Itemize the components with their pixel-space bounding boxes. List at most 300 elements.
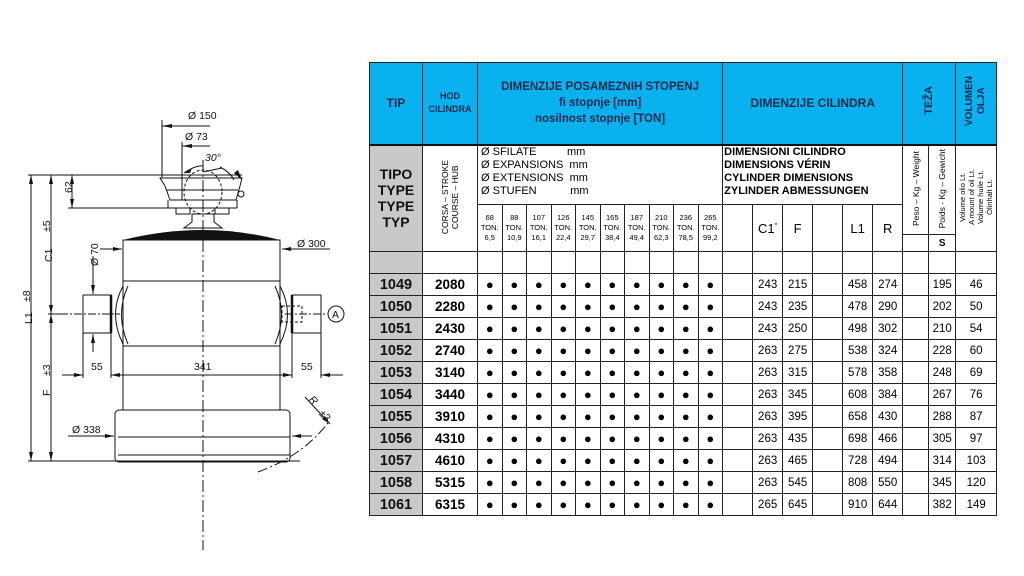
stage-dot: ● — [576, 384, 601, 406]
stage-dot: ● — [698, 340, 723, 362]
stage-dot: ● — [551, 428, 576, 450]
stage-dot: ● — [649, 296, 674, 318]
cell-stroke: 4610 — [423, 450, 478, 472]
header-stroke-line1: HOD — [440, 91, 460, 102]
table-row — [370, 428, 997, 450]
stage-dot: ● — [502, 340, 527, 362]
stage-dot: ● — [625, 472, 650, 494]
dim-col-blank-2 — [813, 205, 843, 252]
stage-dot: ● — [674, 340, 699, 362]
cell-stroke: 5315 — [423, 472, 478, 494]
dim-r: R — [306, 393, 321, 408]
cell-weight: 210 — [929, 318, 956, 340]
stage-dot: ● — [649, 362, 674, 384]
stage-dot: ● — [674, 274, 699, 296]
cell-blank — [723, 362, 753, 384]
stage-dot: ● — [527, 428, 552, 450]
stage-dot: ● — [698, 406, 723, 428]
stage-dot: ● — [674, 406, 699, 428]
table-row — [370, 406, 997, 428]
cell-blank — [723, 406, 753, 428]
stage-dot: ● — [576, 450, 601, 472]
stage-dot: ● — [649, 274, 674, 296]
cell-f: 645 — [783, 494, 813, 516]
stage-dot: ● — [502, 450, 527, 472]
stage-dot: ● — [698, 274, 723, 296]
stage-dot: ● — [698, 428, 723, 450]
stage-dot: ● — [527, 274, 552, 296]
stage-dot: ● — [576, 274, 601, 296]
cell-c1: 265 — [753, 494, 783, 516]
dim-w55-right: 55 — [301, 361, 313, 373]
cell-stroke: 6315 — [423, 494, 478, 516]
stage-dot: ● — [649, 318, 674, 340]
dim-d338: Ø 338 — [72, 424, 101, 436]
cell-r: 494 — [873, 450, 903, 472]
cell-weight: 288 — [929, 406, 956, 428]
stage-dot: ● — [625, 450, 650, 472]
cell-blank — [903, 406, 929, 428]
cell-l1: 728 — [843, 450, 873, 472]
stage-dot: ● — [576, 406, 601, 428]
cell-r: 290 — [873, 296, 903, 318]
stage-dot: ● — [551, 406, 576, 428]
cell-weight: 345 — [929, 472, 956, 494]
cell-c1: 263 — [753, 406, 783, 428]
stage-dot: ● — [649, 472, 674, 494]
stage-dot: ● — [649, 340, 674, 362]
cell-blank — [903, 362, 929, 384]
cell-weight: 305 — [929, 428, 956, 450]
cell-blank — [723, 472, 753, 494]
stage-dot: ● — [478, 450, 503, 472]
weight-sub-s: S — [929, 235, 956, 252]
dim-col-c1: C1* — [753, 205, 783, 252]
cell-volume: 54 — [956, 318, 997, 340]
cell-blank — [813, 428, 843, 450]
dim-d150: Ø 150 — [188, 110, 217, 122]
dim-c1-tol: ±5 — [41, 220, 53, 232]
cell-volume: 50 — [956, 296, 997, 318]
cell-stroke: 3140 — [423, 362, 478, 384]
stage-dot: ● — [600, 494, 625, 516]
stage-dot: ● — [527, 384, 552, 406]
stage-col-6: 165 TON. 38,4 — [600, 205, 625, 252]
cell-blank — [903, 472, 929, 494]
cell-tip: 1052 — [370, 340, 423, 362]
stage-dot: ● — [600, 428, 625, 450]
cell-volume: 87 — [956, 406, 997, 428]
cell-l1: 578 — [843, 362, 873, 384]
subheader-stroke: CORSA – STROKE COURSE – HUB — [423, 145, 478, 252]
stage-dot: ● — [502, 362, 527, 384]
subheader-tipo: TIPO TYPE TYPE TYP — [370, 145, 423, 252]
subheader-cylinder-desc: DIMENSIONI CILINDRO DIMENSIONS VÉRIN CYLINDER DIMENSIONS ZYLINDER ABMESSUNGEN — [723, 145, 903, 205]
stage-dot: ● — [502, 318, 527, 340]
cell-blank — [723, 274, 753, 296]
cell-stroke: 2430 — [423, 318, 478, 340]
cell-blank — [723, 450, 753, 472]
cell-volume: 76 — [956, 384, 997, 406]
spacer-row — [370, 252, 997, 274]
cell-blank — [903, 296, 929, 318]
stage-dot: ● — [478, 406, 503, 428]
stage-dot: ● — [625, 340, 650, 362]
stage-dot: ● — [551, 450, 576, 472]
cell-blank — [813, 384, 843, 406]
stage-dot: ● — [551, 362, 576, 384]
cell-f: 235 — [783, 296, 813, 318]
stage-dot: ● — [576, 296, 601, 318]
cell-r: 644 — [873, 494, 903, 516]
cell-tip: 1057 — [370, 450, 423, 472]
stage-dot: ● — [600, 318, 625, 340]
cell-r: 358 — [873, 362, 903, 384]
cell-stroke: 2080 — [423, 274, 478, 296]
header-volume-label: VOLUMEN OLJA — [964, 76, 988, 127]
stage-dot: ● — [551, 274, 576, 296]
cell-c1: 263 — [753, 340, 783, 362]
stage-col-8: 210 TON. 62,3 — [649, 205, 674, 252]
table-row — [370, 494, 997, 516]
stage-dot: ● — [551, 340, 576, 362]
cell-stroke: 3910 — [423, 406, 478, 428]
stage-col-5: 145 TON. 29,7 — [576, 205, 601, 252]
cell-l1: 910 — [843, 494, 873, 516]
detail-a-label: A — [332, 309, 340, 321]
cell-volume: 60 — [956, 340, 997, 362]
subheader-weight-col2: Poids - Kg – Gewicht — [929, 145, 956, 235]
cylinder-technical-drawing — [0, 0, 365, 576]
stage-dot: ● — [478, 472, 503, 494]
cell-r: 430 — [873, 406, 903, 428]
stage-dot: ● — [649, 384, 674, 406]
cell-r: 274 — [873, 274, 903, 296]
stage-dot: ● — [649, 450, 674, 472]
cell-f: 215 — [783, 274, 813, 296]
subheader-weight-col1: Peso – Kg – Weight — [903, 145, 929, 235]
header-weight — [903, 63, 956, 145]
stage-dot: ● — [478, 494, 503, 516]
stage-dot: ● — [527, 406, 552, 428]
stage-dot: ● — [576, 318, 601, 340]
stage-dot: ● — [551, 318, 576, 340]
header-row — [370, 63, 997, 145]
dim-r-tol: ±3 — [316, 407, 333, 425]
stage-dot: ● — [625, 406, 650, 428]
cell-blank — [813, 406, 843, 428]
dim-d300: Ø 300 — [297, 238, 326, 250]
cell-l1: 658 — [843, 406, 873, 428]
stage-dot: ● — [551, 494, 576, 516]
dim-f: F — [41, 389, 53, 396]
stage-dot: ● — [625, 296, 650, 318]
stage-dot: ● — [551, 296, 576, 318]
stage-dot: ● — [600, 384, 625, 406]
cell-l1: 698 — [843, 428, 873, 450]
cell-f: 435 — [783, 428, 813, 450]
cell-tip: 1054 — [370, 384, 423, 406]
header-volume — [956, 63, 997, 145]
cell-tip: 1055 — [370, 406, 423, 428]
cell-c1: 263 — [753, 472, 783, 494]
stage-dot: ● — [600, 362, 625, 384]
subheader-stage-desc: Ø SFILATE mm Ø EXPANSIONS mm Ø EXTENSIONS mm Ø STUFEN mm — [478, 145, 723, 205]
stage-dot: ● — [576, 340, 601, 362]
cell-l1: 498 — [843, 318, 873, 340]
table-row — [370, 362, 997, 384]
cell-blank — [723, 494, 753, 516]
stage-dot: ● — [698, 450, 723, 472]
cell-tip: 1050 — [370, 296, 423, 318]
cell-blank — [723, 340, 753, 362]
cell-blank — [813, 296, 843, 318]
dim-c1: C1 — [43, 248, 55, 262]
stage-dot: ● — [527, 450, 552, 472]
cell-weight: 195 — [929, 274, 956, 296]
cell-weight: 248 — [929, 362, 956, 384]
cell-r: 550 — [873, 472, 903, 494]
stage-dot: ● — [551, 472, 576, 494]
cell-tip: 1056 — [370, 428, 423, 450]
cell-blank — [813, 340, 843, 362]
dim-d73: Ø 73 — [185, 131, 208, 143]
cell-blank — [813, 450, 843, 472]
stage-dot: ● — [502, 494, 527, 516]
stage-dot: ● — [649, 406, 674, 428]
header-stroke-line2: CILINDRA — [428, 104, 472, 115]
stage-dot: ● — [478, 384, 503, 406]
table-row — [370, 472, 997, 494]
cell-blank — [903, 428, 929, 450]
dim-l1: L1 — [23, 312, 35, 324]
cell-r: 302 — [873, 318, 903, 340]
stage-dot: ● — [478, 340, 503, 362]
dim-col-r: R — [873, 205, 903, 252]
subheader-row-desc — [370, 145, 997, 205]
stage-dot: ● — [698, 318, 723, 340]
cell-stroke: 2740 — [423, 340, 478, 362]
dim-f-tol: ±3 — [41, 364, 53, 376]
stage-dot: ● — [625, 362, 650, 384]
header-tip: TIP — [370, 63, 423, 145]
stage-dot: ● — [600, 274, 625, 296]
cell-weight: 314 — [929, 450, 956, 472]
stage-dot: ● — [625, 428, 650, 450]
cell-blank — [903, 384, 929, 406]
stage-dot: ● — [698, 384, 723, 406]
stage-dot: ● — [674, 494, 699, 516]
cell-blank — [903, 274, 929, 296]
cylinder-drawing-svg — [0, 0, 365, 576]
cell-l1: 458 — [843, 274, 873, 296]
stage-dot: ● — [478, 296, 503, 318]
dim-col-blank-1 — [723, 205, 753, 252]
cell-tip: 1051 — [370, 318, 423, 340]
stage-dot: ● — [502, 274, 527, 296]
cell-f: 545 — [783, 472, 813, 494]
table-row — [370, 296, 997, 318]
cell-weight: 228 — [929, 340, 956, 362]
stage-dot: ● — [674, 450, 699, 472]
header-weight-label: TEŽA — [923, 86, 936, 116]
dim-w55-left: 55 — [91, 361, 103, 373]
cell-blank — [903, 450, 929, 472]
stage-dot: ● — [527, 494, 552, 516]
cell-blank — [723, 384, 753, 406]
cell-r: 466 — [873, 428, 903, 450]
cell-stroke: 4310 — [423, 428, 478, 450]
cell-c1: 263 — [753, 384, 783, 406]
cell-weight: 382 — [929, 494, 956, 516]
cell-f: 465 — [783, 450, 813, 472]
cell-c1: 243 — [753, 318, 783, 340]
cell-blank — [813, 472, 843, 494]
cell-c1: 243 — [753, 274, 783, 296]
cell-blank — [813, 362, 843, 384]
dim-l1-tol: ±8 — [21, 290, 33, 302]
stage-col-10: 265 TON. 99,2 — [698, 205, 723, 252]
cell-l1: 538 — [843, 340, 873, 362]
table-row — [370, 384, 997, 406]
stage-dot: ● — [600, 450, 625, 472]
table-body — [370, 274, 997, 516]
cell-l1: 808 — [843, 472, 873, 494]
stage-dot: ● — [600, 340, 625, 362]
cell-stroke: 2280 — [423, 296, 478, 318]
cell-volume: 69 — [956, 362, 997, 384]
cell-l1: 478 — [843, 296, 873, 318]
stage-col-9: 236 TON. 78,5 — [674, 205, 699, 252]
cell-c1: 263 — [753, 450, 783, 472]
stage-dot: ● — [600, 296, 625, 318]
cell-volume: 103 — [956, 450, 997, 472]
cell-blank — [813, 494, 843, 516]
header-stages-line1: DIMENZIJE POSAMEZNIH STOPENJ — [501, 81, 700, 94]
stage-dot: ● — [674, 296, 699, 318]
dim-col-f: F — [783, 205, 813, 252]
cell-tip: 1053 — [370, 362, 423, 384]
stage-dot: ● — [478, 274, 503, 296]
table-row — [370, 340, 997, 362]
dim-col-l1: L1 — [843, 205, 873, 252]
header-stroke — [423, 63, 478, 145]
stage-dot: ● — [527, 296, 552, 318]
weight-sub-blank — [903, 235, 929, 252]
stage-dot: ● — [674, 362, 699, 384]
stage-col-1: 68 TON. 6,5 — [478, 205, 503, 252]
stage-dot: ● — [551, 384, 576, 406]
stage-dot: ● — [576, 362, 601, 384]
cell-f: 345 — [783, 384, 813, 406]
stage-dot: ● — [478, 318, 503, 340]
stage-dot: ● — [502, 472, 527, 494]
cell-tip: 1061 — [370, 494, 423, 516]
cell-tip: 1058 — [370, 472, 423, 494]
cell-volume: 97 — [956, 428, 997, 450]
cell-blank — [813, 318, 843, 340]
cylinder-spec-table — [369, 62, 997, 516]
header-cylinder-dims: DIMENZIJE CILINDRA — [723, 63, 903, 145]
subheader-volume-desc: Volume olio Lt. A mount of oil Lt. Volume huile Lt. Ölinhalt Lt. — [956, 145, 997, 252]
cell-blank — [813, 274, 843, 296]
stage-dot: ● — [674, 318, 699, 340]
stage-dot: ● — [625, 494, 650, 516]
header-stages — [478, 63, 723, 145]
stage-dot: ● — [600, 406, 625, 428]
cell-blank — [723, 428, 753, 450]
stage-dot: ● — [478, 428, 503, 450]
stage-dot: ● — [576, 494, 601, 516]
cell-stroke: 3440 — [423, 384, 478, 406]
stage-dot: ● — [527, 318, 552, 340]
cell-tip: 1049 — [370, 274, 423, 296]
stage-dot: ● — [502, 428, 527, 450]
stage-col-3: 107 TON. 16,1 — [527, 205, 552, 252]
stage-col-7: 187 TON. 49,4 — [625, 205, 650, 252]
cell-weight: 267 — [929, 384, 956, 406]
stage-dot: ● — [502, 384, 527, 406]
cell-c1: 263 — [753, 428, 783, 450]
stage-col-2: 88 TON. 10,9 — [502, 205, 527, 252]
cell-c1: 263 — [753, 362, 783, 384]
table-row — [370, 318, 997, 340]
stage-dot: ● — [674, 384, 699, 406]
stage-dot: ● — [527, 472, 552, 494]
table-row — [370, 450, 997, 472]
stage-dot: ● — [576, 428, 601, 450]
header-stages-line3: nosilnost stopnje [TON] — [535, 113, 666, 126]
stage-dot: ● — [527, 362, 552, 384]
cell-r: 384 — [873, 384, 903, 406]
stage-dot: ● — [527, 340, 552, 362]
stage-col-4: 126 TON. 22,4 — [551, 205, 576, 252]
dim-w341: 341 — [194, 361, 212, 373]
dim-h62: 62 — [63, 181, 75, 193]
stage-dot: ● — [502, 406, 527, 428]
cell-blank — [903, 494, 929, 516]
cell-weight: 202 — [929, 296, 956, 318]
stage-dot: ● — [698, 362, 723, 384]
dim-angle: 30° — [205, 152, 221, 164]
stage-dot: ● — [649, 494, 674, 516]
cell-blank — [723, 318, 753, 340]
cell-f: 315 — [783, 362, 813, 384]
cell-blank — [903, 318, 929, 340]
stage-dot: ● — [698, 296, 723, 318]
cell-c1: 243 — [753, 296, 783, 318]
header-stages-line2: fi stopnje [mm] — [558, 97, 642, 110]
stage-dot: ● — [625, 318, 650, 340]
stage-dot: ● — [625, 274, 650, 296]
stage-dot: ● — [674, 428, 699, 450]
cell-blank — [903, 340, 929, 362]
stage-dot: ● — [625, 384, 650, 406]
cell-f: 250 — [783, 318, 813, 340]
dim-d70: Ø 70 — [89, 243, 101, 266]
cell-l1: 608 — [843, 384, 873, 406]
cell-volume: 149 — [956, 494, 997, 516]
stage-dot: ● — [698, 494, 723, 516]
cell-f: 395 — [783, 406, 813, 428]
stage-dot: ● — [649, 428, 674, 450]
stage-dot: ● — [600, 472, 625, 494]
table-row — [370, 274, 997, 296]
cell-f: 275 — [783, 340, 813, 362]
cell-blank — [723, 296, 753, 318]
cell-volume: 120 — [956, 472, 997, 494]
cell-r: 324 — [873, 340, 903, 362]
